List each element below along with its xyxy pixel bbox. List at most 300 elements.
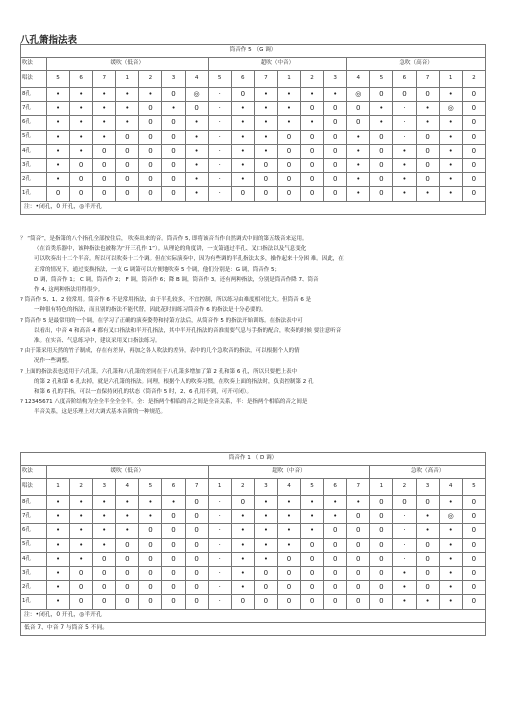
notes-section [20, 234, 490, 418]
fingering-mark: 0 [370, 187, 393, 201]
fingering-mark: 0 [254, 595, 277, 609]
fingering-mark: • [439, 158, 462, 172]
fingering-mark: · [208, 538, 231, 552]
fingering-mark: • [70, 510, 93, 524]
fingering-mark: 0 [416, 130, 439, 144]
hole-row [21, 144, 486, 158]
note-line: 一种很有特色的指法，而且别的指法不能代替，因此花时间练习筒音作 6 的指法是十分必要的。 [34, 307, 267, 314]
fingering-mark: 0 [162, 144, 185, 158]
fingering-mark: • [277, 116, 300, 130]
note-label: 6 [393, 71, 416, 88]
key-title: 筒音作 5 （G 调） [21, 45, 486, 58]
fingering-mark: • [439, 552, 462, 566]
fingering-mark: • [370, 102, 393, 116]
fingering-mark: · [393, 116, 416, 130]
fingering-mark: 0 [116, 187, 139, 201]
fingering-mark: • [370, 116, 393, 130]
note-label: 1 [208, 479, 231, 496]
fingering-mark: 0 [416, 538, 439, 552]
fingering-mark: • [185, 187, 208, 201]
section-header: 缓吹（低音） [47, 58, 209, 71]
hole-row [21, 496, 486, 510]
fingering-mark: 0 [416, 173, 439, 187]
note-line: ? 筒音作 5、1、2 较常用。筒音作 6 不是常用指法，由于半孔较多，不宜控制，所以练习由难度相对比大。但筒音 6 是 [20, 297, 312, 304]
fingering-mark: • [301, 524, 324, 538]
fingering-mark: • [70, 538, 93, 552]
fingering-mark: 0 [462, 538, 485, 552]
fingering-mark: 0 [254, 173, 277, 187]
document-title: 八孔箫指法表 [20, 35, 78, 46]
note-line: 的第 2 孔和第 6 孔去掉，就是六孔箫的指法。同理，根据个人的吹奏习惯，在吹奏上面的指法时，负责控制第 2 孔 [34, 378, 314, 385]
fingering-mark: 0 [277, 130, 300, 144]
fingering-mark: 0 [301, 144, 324, 158]
note-label: 7 [93, 71, 116, 88]
fingering-mark: 0 [139, 187, 162, 201]
fingering-mark: 0 [324, 173, 347, 187]
fingering-mark: · [208, 524, 231, 538]
fingering-mark: 0 [185, 102, 208, 116]
fingering-mark: 0 [162, 595, 185, 609]
fingering-mark: 0 [324, 581, 347, 595]
fingering-mark: 0 [393, 496, 416, 510]
fingering-table-g [20, 44, 486, 215]
row-label-sing: 唱法 [21, 479, 47, 496]
fingering-mark: 0 [301, 158, 324, 172]
fingering-mark: • [231, 566, 254, 580]
fingering-mark: 0 [116, 552, 139, 566]
fingering-mark: 0 [462, 158, 485, 172]
fingering-mark: · [393, 524, 416, 538]
fingering-mark: 0 [370, 524, 393, 538]
fingering-mark: ◎ [439, 102, 462, 116]
fingering-mark: • [254, 130, 277, 144]
hole-label: 8孔 [21, 88, 47, 102]
note-label: 2 [462, 71, 485, 88]
fingering-mark: 0 [162, 173, 185, 187]
fingering-mark: 0 [185, 496, 208, 510]
hole-row [21, 116, 486, 130]
fingering-mark: • [347, 130, 370, 144]
fingering-mark: • [47, 173, 70, 187]
fingering-mark: • [47, 538, 70, 552]
fingering-mark: • [47, 130, 70, 144]
fingering-mark: • [47, 116, 70, 130]
fingering-mark: • [47, 552, 70, 566]
fingering-mark: • [47, 102, 70, 116]
note-label: 1 [47, 479, 70, 496]
fingering-mark: • [301, 88, 324, 102]
fingering-mark: 0 [93, 566, 116, 580]
fingering-mark: 0 [370, 566, 393, 580]
section-header: 缓吹（低音） [47, 466, 209, 479]
fingering-mark: • [116, 510, 139, 524]
fingering-mark: 0 [370, 581, 393, 595]
fingering-mark: 0 [47, 187, 70, 201]
fingering-mark: • [301, 116, 324, 130]
fingering-mark: • [439, 524, 462, 538]
hole-label: 4孔 [21, 552, 47, 566]
fingering-mark: 0 [347, 552, 370, 566]
fingering-mark: 0 [324, 187, 347, 201]
fingering-mark: • [393, 595, 416, 609]
fingering-mark: • [439, 566, 462, 580]
hole-label: 1孔 [21, 595, 47, 609]
fingering-mark: 0 [116, 158, 139, 172]
note-label: 5 [301, 479, 324, 496]
fingering-mark: 0 [462, 552, 485, 566]
fingering-mark: · [393, 102, 416, 116]
fingering-mark: 0 [254, 566, 277, 580]
fingering-mark: 0 [93, 581, 116, 595]
legend: 注：•闭孔，0 开孔，◎半开孔 [21, 609, 486, 622]
fingering-mark: • [93, 130, 116, 144]
fingering-mark: · [393, 510, 416, 524]
fingering-mark: • [93, 102, 116, 116]
note-label: 1 [370, 479, 393, 496]
fingering-mark: 0 [301, 538, 324, 552]
hole-label: 2孔 [21, 581, 47, 595]
fingering-mark: • [116, 88, 139, 102]
fingering-mark: • [93, 88, 116, 102]
fingering-mark: 0 [277, 581, 300, 595]
fingering-mark: 0 [301, 566, 324, 580]
fingering-mark: • [231, 510, 254, 524]
fingering-mark: 0 [139, 595, 162, 609]
fingering-mark: • [47, 88, 70, 102]
hole-row [21, 187, 486, 201]
fingering-mark: · [393, 552, 416, 566]
fingering-mark: 0 [462, 88, 485, 102]
fingering-mark: 0 [277, 144, 300, 158]
fingering-mark: 0 [162, 187, 185, 201]
fingering-mark: 0 [139, 144, 162, 158]
fingering-mark: • [231, 552, 254, 566]
fingering-mark: 0 [185, 552, 208, 566]
fingering-mark: • [439, 496, 462, 510]
note-label: 4 [347, 71, 370, 88]
fingering-mark: • [439, 88, 462, 102]
fingering-mark: 0 [162, 510, 185, 524]
fingering-mark: ◎ [347, 88, 370, 102]
fingering-mark: • [70, 130, 93, 144]
fingering-mark: • [324, 496, 347, 510]
fingering-mark: • [439, 144, 462, 158]
note-line: ？ “筒音”，是指箫的八个指孔全部按住后， 吹奏出来的音。筒音作 5, 即将该音当作自然调式中间的第五级音来运用。 [20, 236, 308, 242]
fingering-mark: 0 [462, 510, 485, 524]
fingering-mark: 0 [416, 566, 439, 580]
note-label: 5 [370, 71, 393, 88]
fingering-table-d [20, 452, 486, 636]
fingering-mark: 0 [93, 552, 116, 566]
fingering-mark: • [393, 581, 416, 595]
fingering-mark: • [393, 187, 416, 201]
fingering-mark: 0 [231, 88, 254, 102]
fingering-mark: · [208, 116, 231, 130]
fingering-mark: • [47, 496, 70, 510]
note-line: 况作一些调整。 [34, 358, 73, 365]
hole-row [21, 595, 486, 609]
fingering-mark: 0 [462, 173, 485, 187]
fingering-mark: • [393, 144, 416, 158]
fingering-mark: 0 [254, 187, 277, 201]
fingering-mark: 0 [370, 130, 393, 144]
hole-label: 5孔 [21, 538, 47, 552]
fingering-mark: 0 [139, 581, 162, 595]
note-label: 1 [277, 71, 300, 88]
hole-row [21, 566, 486, 580]
fingering-mark: 0 [231, 496, 254, 510]
fingering-mark: 0 [93, 173, 116, 187]
note-line: ? 上面的指法表也适用于六孔箫，六孔箫和八孔箫的差同在于八孔箫多增加了第 2 孔和第 6 孔，所以只要把上表中 [20, 368, 298, 375]
fingering-mark: 0 [324, 102, 347, 116]
fingering-mark: • [70, 88, 93, 102]
fingering-mark: • [231, 116, 254, 130]
fingering-mark: • [439, 173, 462, 187]
fingering-mark: 0 [370, 158, 393, 172]
note-line: ? 筒音作 5 是最常用的一个调，在学习了正确的演奏姿势和持箫方法后，从筒音作 5 的指法开始训练。在指法表中可 [20, 317, 303, 324]
note-label: 3 [416, 479, 439, 496]
fingering-mark: • [93, 510, 116, 524]
fingering-mark: 0 [462, 496, 485, 510]
fingering-mark: 0 [277, 187, 300, 201]
fingering-mark: 0 [416, 88, 439, 102]
fingering-mark: · [393, 538, 416, 552]
fingering-mark: 0 [324, 552, 347, 566]
fingering-mark: 0 [277, 566, 300, 580]
fingering-mark: • [254, 524, 277, 538]
hole-label: 7孔 [21, 102, 47, 116]
fingering-mark: 0 [139, 524, 162, 538]
note-line: 正常的情况下，通过变换指法，一支 G 调箫可以方便地吹奏 5 个调，他们分别是：G 调，筒音作 5； [34, 266, 281, 273]
fingering-mark: 0 [347, 581, 370, 595]
fingering-mark: · [208, 566, 231, 580]
fingering-mark: 0 [93, 595, 116, 609]
fingering-mark: • [47, 524, 70, 538]
fingering-mark: 0 [462, 187, 485, 201]
fingering-mark: • [231, 130, 254, 144]
fingering-mark: 0 [185, 566, 208, 580]
hole-row [21, 552, 486, 566]
fingering-mark: 0 [116, 130, 139, 144]
fingering-mark: 0 [370, 595, 393, 609]
note-line: 和第 6 孔的手指，可以一直保持闭孔的状态（筒音作 5 时，2、6 孔用不到，可开可闭）。 [34, 389, 252, 396]
note-label: 4 [185, 71, 208, 88]
fingering-mark: 0 [301, 581, 324, 595]
fingering-mark: • [231, 538, 254, 552]
fingering-mark: 0 [70, 581, 93, 595]
fingering-mark: 0 [462, 144, 485, 158]
fingering-mark: • [301, 496, 324, 510]
fingering-mark: · [208, 552, 231, 566]
fingering-mark: • [185, 144, 208, 158]
fingering-mark: • [231, 144, 254, 158]
hole-row [21, 88, 486, 102]
fingering-mark: 0 [231, 187, 254, 201]
fingering-mark: 0 [370, 538, 393, 552]
fingering-mark: 0 [347, 566, 370, 580]
fingering-mark: 0 [462, 116, 485, 130]
note-line: 准。在实音、气息练习中，建议采用叉口指法练习。 [34, 338, 161, 345]
fingering-mark: 0 [301, 130, 324, 144]
fingering-mark: 0 [162, 538, 185, 552]
fingering-mark: 0 [185, 524, 208, 538]
section-header: 超吹（中音） [208, 466, 370, 479]
fingering-mark: 0 [416, 552, 439, 566]
fingering-mark: • [439, 595, 462, 609]
fingering-mark: 0 [116, 144, 139, 158]
note-label: 3 [162, 71, 185, 88]
fingering-mark: • [347, 173, 370, 187]
fingering-mark: • [231, 524, 254, 538]
fingering-mark: 0 [370, 88, 393, 102]
fingering-mark: · [208, 595, 231, 609]
note-label: 4 [277, 479, 300, 496]
fingering-mark: 0 [277, 173, 300, 187]
fingering-mark: • [185, 158, 208, 172]
note-label: 1 [116, 71, 139, 88]
fingering-mark: • [70, 524, 93, 538]
note-label: 5 [462, 479, 485, 496]
fingering-mark: • [116, 102, 139, 116]
fingering-mark: • [439, 116, 462, 130]
fingering-mark: • [47, 581, 70, 595]
note-label: 3 [93, 479, 116, 496]
fingering-mark: • [254, 102, 277, 116]
fingering-mark: 0 [139, 158, 162, 172]
hole-row [21, 581, 486, 595]
note-line: D 调，筒音作 1； C 调，筒音作 2； F 调，筒音作 6；降 B 调，筒音作 3。还有两种指法，分别是筒音作降 7、筒音 [34, 276, 319, 283]
note-line: 半音关系，这是乐理上对大调式基本音阶的一种规范。 [34, 409, 167, 416]
fingering-mark: 0 [139, 116, 162, 130]
hole-row [21, 158, 486, 172]
fingering-mark: 0 [347, 102, 370, 116]
fingering-mark: • [116, 524, 139, 538]
fingering-mark: 0 [370, 552, 393, 566]
note-label: 2 [301, 71, 324, 88]
hole-label: 3孔 [21, 158, 47, 172]
row-label-blow: 吹法 [21, 58, 47, 71]
fingering-mark: 0 [185, 581, 208, 595]
fingering-mark: • [301, 510, 324, 524]
fingering-mark: • [254, 552, 277, 566]
fingering-mark: • [116, 496, 139, 510]
fingering-mark: 0 [70, 173, 93, 187]
section-header: 超吹（中音） [208, 58, 347, 71]
fingering-mark: 0 [93, 187, 116, 201]
fingering-mark: • [231, 158, 254, 172]
fingering-mark: • [70, 496, 93, 510]
fingering-mark: · [208, 144, 231, 158]
fingering-mark: 0 [462, 595, 485, 609]
fingering-mark: 0 [324, 158, 347, 172]
fingering-mark: · [208, 187, 231, 201]
note-label: 7 [185, 479, 208, 496]
fingering-mark: · [208, 510, 231, 524]
hole-label: 2孔 [21, 173, 47, 187]
fingering-mark: 0 [162, 581, 185, 595]
row-label-sing: 唱法 [21, 71, 47, 88]
fingering-mark: • [162, 102, 185, 116]
section-header: 急吹（高音） [347, 58, 486, 71]
fingering-mark: 0 [139, 538, 162, 552]
fingering-mark: 0 [162, 116, 185, 130]
note-line: ? 由于箫采用天然的竹子制成，存在有差异，再加之各人吹法的差异，表中的几个急吹音的指法，可以根据个人的情 [20, 348, 300, 355]
fingering-mark: 0 [301, 187, 324, 201]
fingering-mark: 0 [462, 581, 485, 595]
fingering-mark: • [347, 158, 370, 172]
fingering-mark: 0 [347, 510, 370, 524]
fingering-mark: • [324, 510, 347, 524]
note-label: 7 [416, 71, 439, 88]
fingering-mark: • [416, 102, 439, 116]
note-line: ? 12345671 八度音阶结构为全全半全全全半。全：是指两个相临的音之间是全音关系，半：是指两个相临的音之间是 [20, 399, 308, 406]
fingering-mark: 0 [301, 595, 324, 609]
note-line: 以看出，中音 4 和高音 4 都有叉口指法和半开孔指法，其中半开孔指法的音准需要气息与手指的配合，吹奏的时候 要注意听音 [34, 327, 342, 334]
fingering-mark: • [439, 538, 462, 552]
fingering-mark: • [393, 566, 416, 580]
fingering-mark: 0 [254, 581, 277, 595]
legend: 注：•闭孔，0 开孔，◎半开孔 [21, 201, 486, 214]
note-label: 7 [254, 71, 277, 88]
fingering-mark: 0 [324, 130, 347, 144]
fingering-mark: · [208, 130, 231, 144]
fingering-mark: 0 [185, 510, 208, 524]
fingering-mark: • [93, 496, 116, 510]
fingering-mark: • [139, 88, 162, 102]
fingering-mark: 0 [70, 595, 93, 609]
note-label: 6 [162, 479, 185, 496]
fingering-mark: 0 [93, 158, 116, 172]
hole-row [21, 102, 486, 116]
fingering-mark: 0 [162, 88, 185, 102]
note-line: 作 4, 这两种指法用得很少。 [34, 287, 104, 294]
fingering-mark: • [347, 187, 370, 201]
fingering-mark: 0 [324, 595, 347, 609]
note-line: 可以吹奏出十二个半音。所以可以吹奏十二个调。但在实际演奏中，因为有些调的半孔指法太多，操作起来十分困 难。因此，在 [34, 256, 344, 263]
note-label: 7 [347, 479, 370, 496]
fingering-mark: • [47, 158, 70, 172]
note-label: 2 [231, 479, 254, 496]
fingering-mark: • [277, 88, 300, 102]
fingering-mark: • [393, 173, 416, 187]
section-header: 急吹（高音） [370, 466, 486, 479]
fingering-mark: 0 [324, 566, 347, 580]
fingering-mark: 0 [70, 187, 93, 201]
note-label: 5 [208, 71, 231, 88]
fingering-mark: • [185, 173, 208, 187]
fingering-mark: 0 [462, 524, 485, 538]
fingering-mark: · [208, 173, 231, 187]
fingering-mark: · [208, 158, 231, 172]
fingering-mark: • [116, 116, 139, 130]
fingering-mark: 0 [416, 144, 439, 158]
fingering-mark: • [47, 510, 70, 524]
fingering-mark: 0 [324, 524, 347, 538]
hole-row [21, 130, 486, 144]
note-label: 6 [70, 71, 93, 88]
note-label: 5 [47, 71, 70, 88]
fingering-mark: 0 [116, 538, 139, 552]
key-title: 筒音作 1 （ D 调） [21, 453, 486, 466]
fingering-mark: 0 [462, 102, 485, 116]
fingering-mark: • [70, 552, 93, 566]
table-footer: 低音 7、中音 7 与筒音 5 不同。 [21, 622, 486, 635]
fingering-mark: • [416, 595, 439, 609]
fingering-mark: • [254, 116, 277, 130]
fingering-mark: 0 [254, 158, 277, 172]
fingering-mark: 0 [324, 538, 347, 552]
note-label: 2 [70, 479, 93, 496]
